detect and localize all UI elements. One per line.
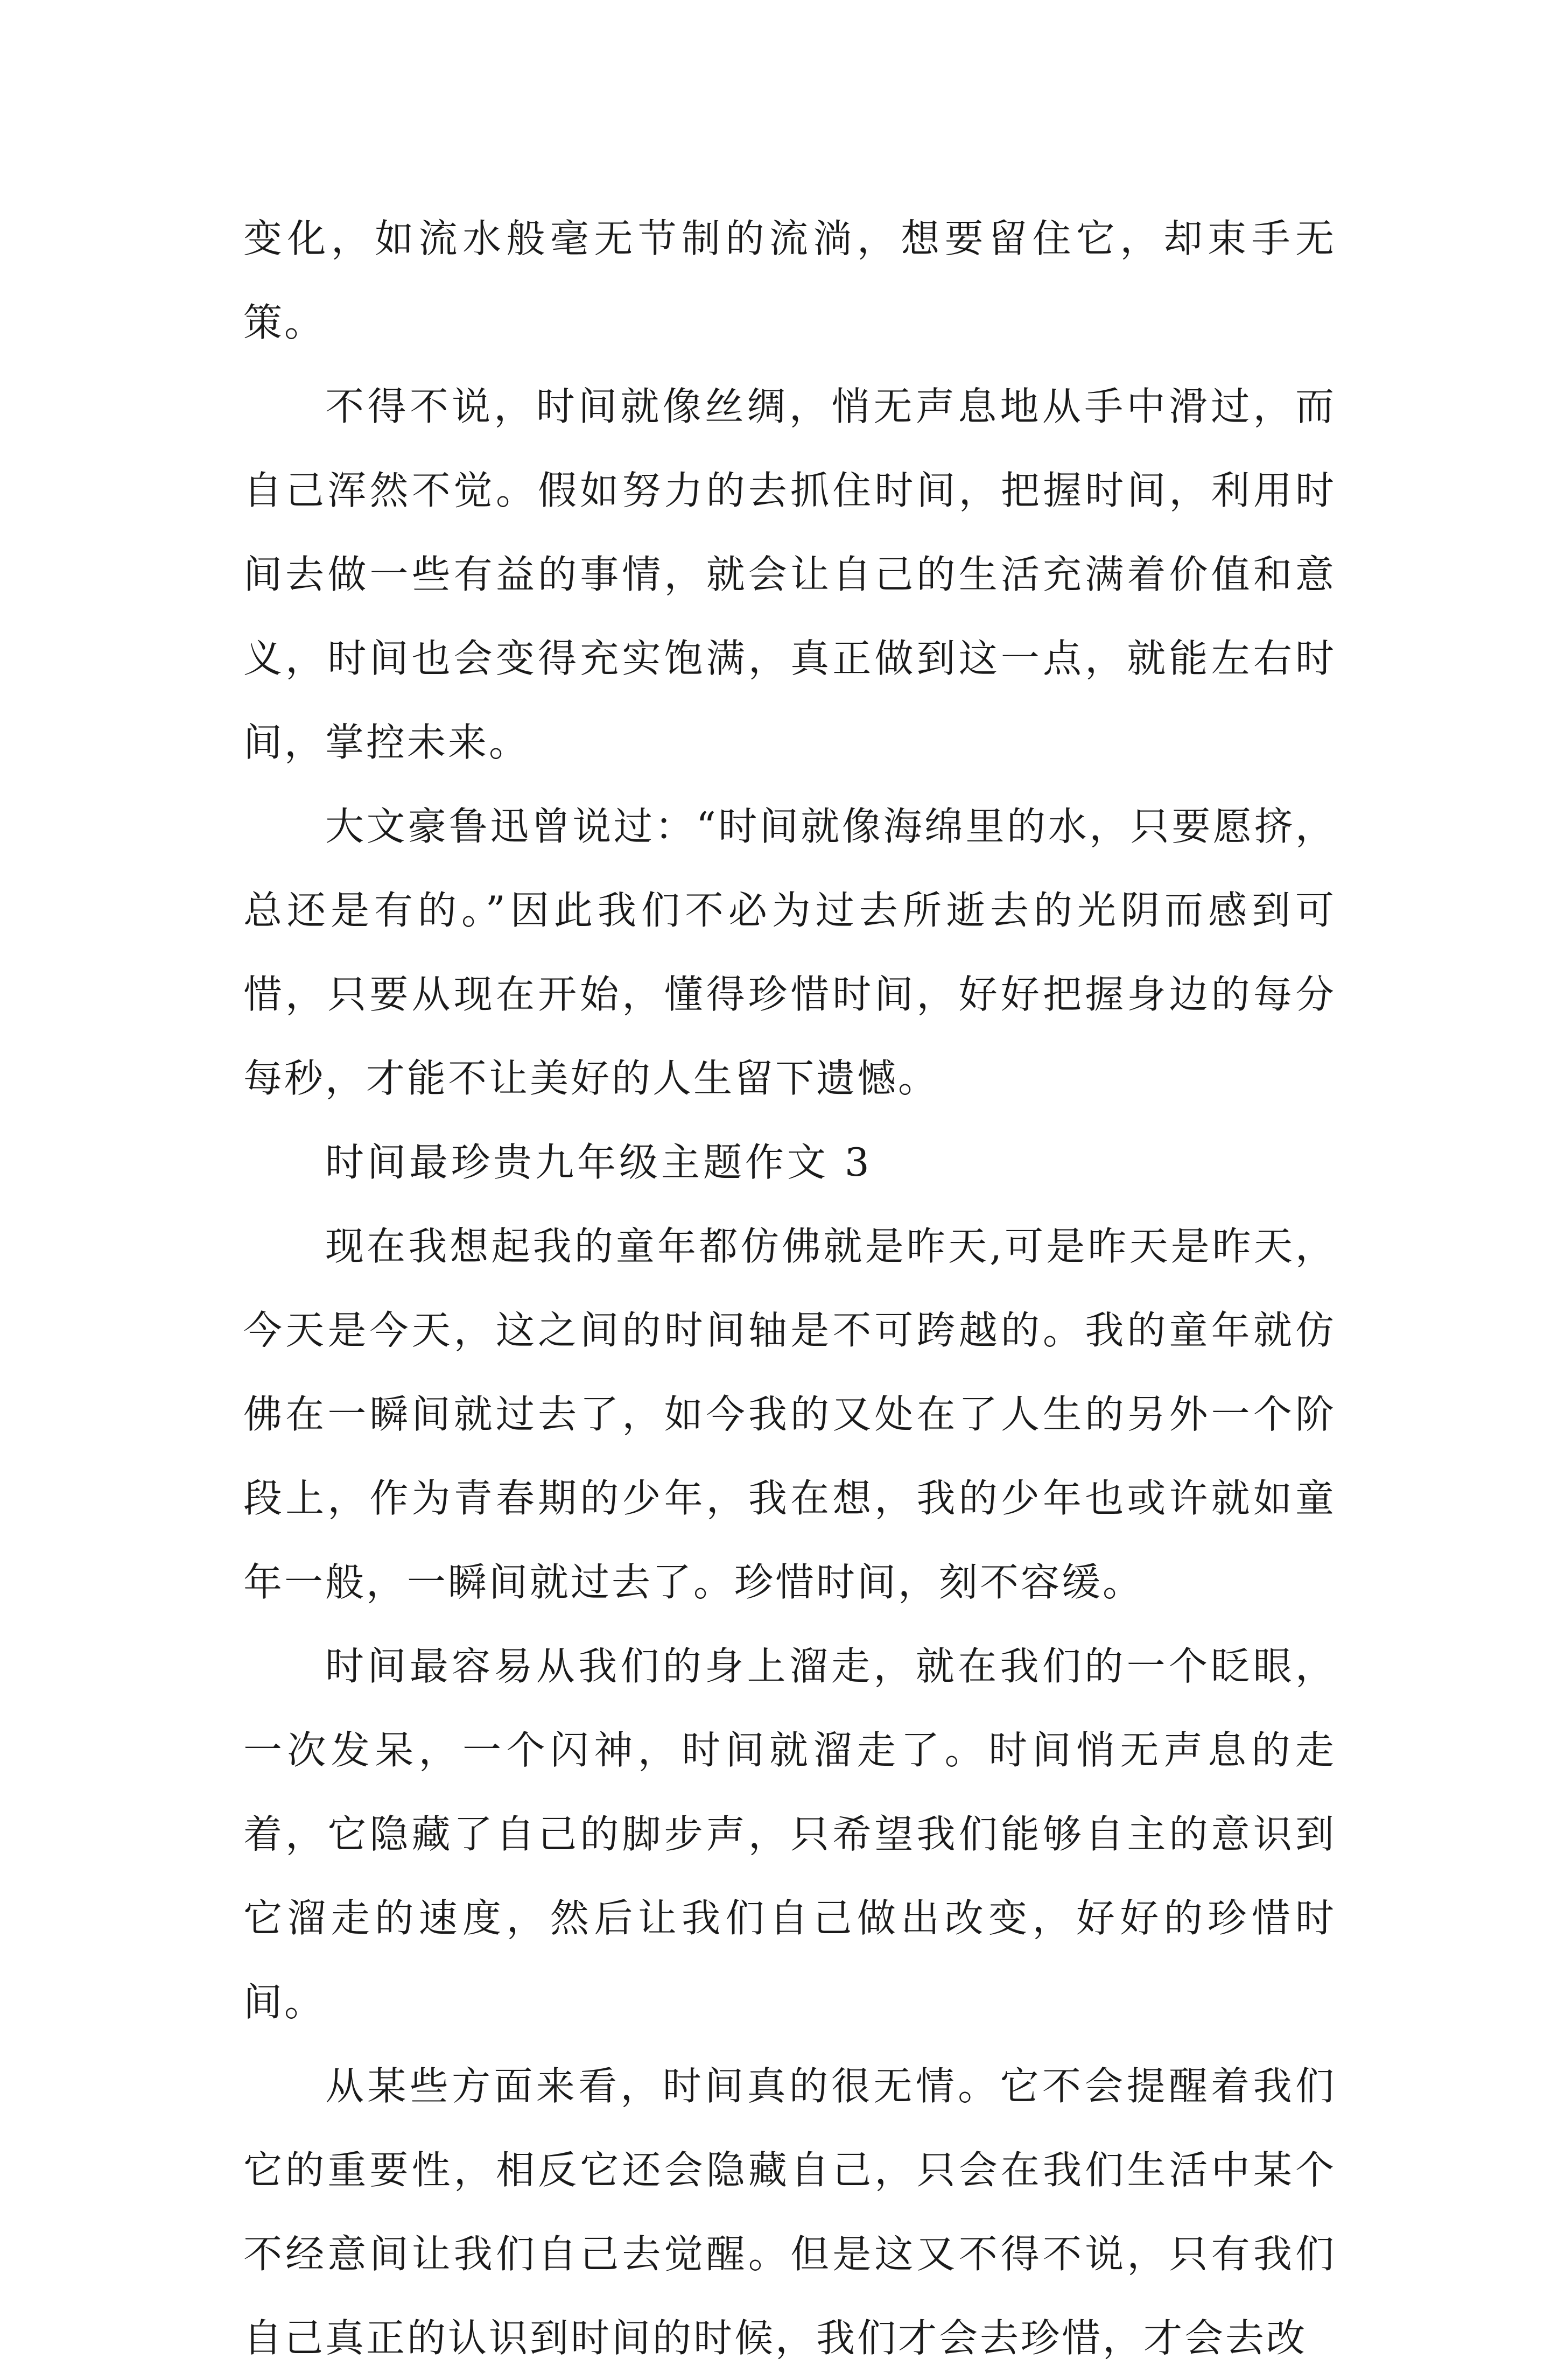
paragraph-ruthless: 从某些方面来看，时间真的很无情。它不会提醒着我们它的重要性，相反它还会隐藏自己，只会在我们生活中某个不经意间让我们自己去觉醒。但是这又不得不说，只有我们自己真正的认识到时间的时候，我们才会去珍惜，才会去改 [243, 2063, 1336, 2361]
document-body [243, 196, 1336, 2380]
paragraph-luxun-quote: 大文豪鲁迅曾说过：“时间就像海绵里的水，只要愿挤，总还是有的。”因此我们不必为过去所逝去的光阴而感到可惜，只要从现在开始，懂得珍惜时间，好好把握身边的每分每秒，才能不让美好的人生留下遗憾。 [243, 804, 1336, 1101]
paragraph-childhood: 现在我想起我的童年都仿佛就是昨天,可是昨天是昨天，今天是今天，这之间的时间轴是不可跨越的。我的童年就仿佛在一瞬间就过去了，如今我的又处在了人生的另外一个阶段上，作为青春期的少年，我在想，我的少年也或许就如童年一般，一瞬间就过去了。珍惜时间，刻不容缓。 [243, 1224, 1336, 1605]
paragraph-silk: 不得不说，时间就像丝绸，悄无声息地从手中滑过，而自己浑然不觉。假如努力的去抓住时间，把握时间，利用时间去做一些有益的事情，就会让自己的生活充满着价值和意义，时间也会变得充实饱满，真正做到这一点，就能左右时间，掌控未来。 [243, 384, 1336, 765]
paragraph-continued: 变化，如流水般毫无节制的流淌，想要留住它，却束手无策。 [243, 216, 1336, 345]
section-title: 时间最珍贵九年级主题作文 3 [325, 1140, 873, 1185]
paragraph-slips-away: 时间最容易从我们的身上溜走，就在我们的一个眨眼，一次发呆，一个闪神，时间就溜走了。时间悄无声息的走着，它隐藏了自己的脚步声，只希望我们能够自主的意识到它溜走的速度，然后让我们自己做出改变，好好的珍惜时间。 [243, 1644, 1336, 2025]
